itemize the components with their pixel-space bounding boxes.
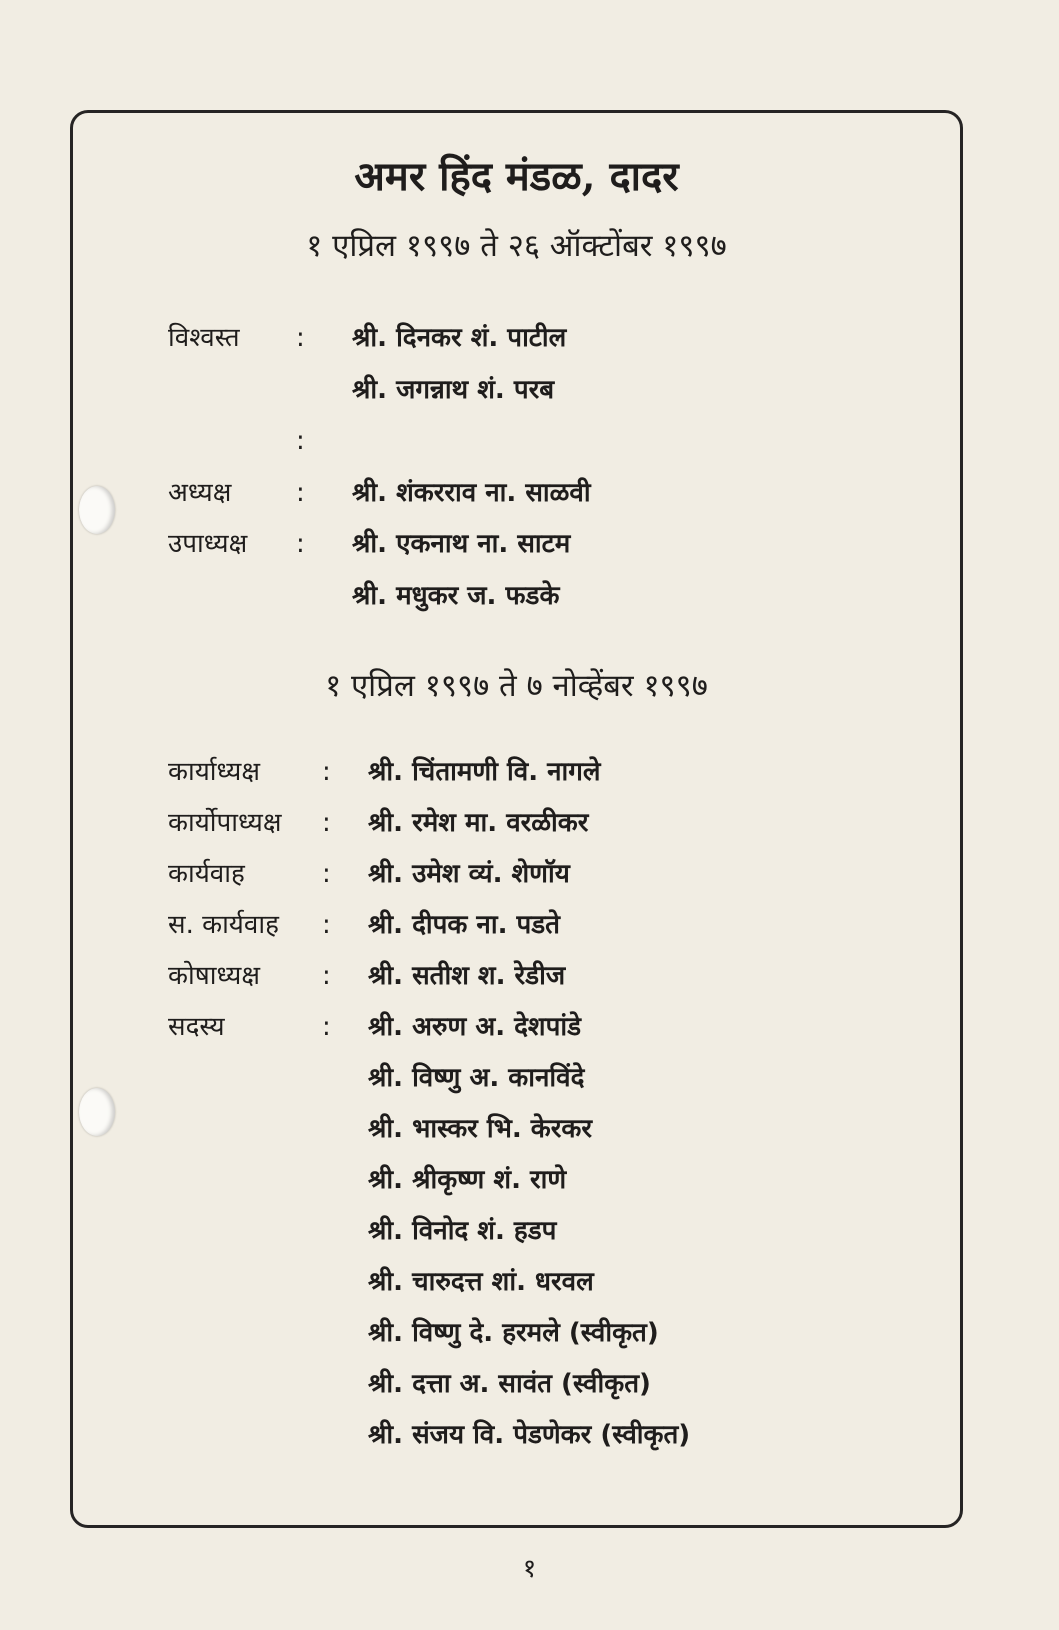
separator-colon: : <box>322 1012 331 1042</box>
separator-colon: : <box>322 808 331 838</box>
member-name: श्री. चिंतामणी वि. नागले <box>368 757 601 787</box>
member-name: श्री. दत्ता अ. सावंत (स्वीकृत) <box>368 1369 651 1399</box>
member-name: श्री. मधुकर ज. फडके <box>352 581 560 611</box>
committee-row <box>0 954 1059 998</box>
committee-row <box>0 903 1059 947</box>
separator-colon: : <box>296 426 305 457</box>
separator-colon: : <box>322 859 331 889</box>
committee-row <box>0 1209 1059 1253</box>
member-name: श्री. विनोद शं. हडप <box>368 1216 557 1246</box>
committee-row <box>0 1158 1059 1202</box>
committee-row <box>0 368 1059 412</box>
member-name: श्री. उमेश व्यं. शेणॉय <box>368 859 570 889</box>
member-name: श्री. संजय वि. पेडणेकर (स्वीकृत) <box>368 1420 691 1450</box>
committee-row <box>0 1056 1059 1100</box>
member-name: श्री. श्रीकृष्ण शं. राणे <box>368 1165 567 1195</box>
member-name: श्री. चारुदत्त शां. धरवल <box>368 1267 594 1297</box>
committee-row <box>0 801 1059 845</box>
role-label: कार्योपाध्यक्ष <box>168 808 282 838</box>
role-label: अध्यक्ष <box>168 477 232 508</box>
member-name: श्री. सतीश श. रेडीज <box>368 961 566 991</box>
page-number: १ <box>522 1554 537 1584</box>
role-label: स. कार्यवाह <box>168 910 279 940</box>
separator-colon: : <box>322 910 331 940</box>
period-heading: १ एप्रिल १९९७ ते २६ ऑक्टोंबर १९९७ <box>306 228 727 264</box>
member-name: श्री. अरुण अ. देशपांडे <box>368 1012 582 1042</box>
committee-row <box>0 419 1059 463</box>
role-label: सदस्य <box>168 1012 225 1042</box>
committee-row <box>0 1005 1059 1049</box>
member-name: श्री. शंकरराव ना. साळवी <box>352 477 591 508</box>
committee-row <box>0 1260 1059 1304</box>
member-name: श्री. विष्णु अ. कानविंदे <box>368 1063 585 1093</box>
committee-row <box>0 522 1059 566</box>
member-name: श्री. जगन्नाथ शं. परब <box>352 374 555 405</box>
member-name: श्री. रमेश मा. वरळीकर <box>368 808 589 838</box>
member-name: श्री. एकनाथ ना. साटम <box>352 529 571 560</box>
member-name: श्री. भास्कर भि. केरकर <box>368 1114 592 1144</box>
committee-row <box>0 750 1059 794</box>
member-name: श्री. विष्णु दे. हरमले (स्वीकृत) <box>368 1318 659 1348</box>
member-name: श्री. दिनकर शं. पाटील <box>352 323 567 353</box>
committee-row <box>0 471 1059 515</box>
role-label: कोषाध्यक्ष <box>168 961 260 991</box>
role-label: उपाध्यक्ष <box>168 529 248 560</box>
page-title: अमर हिंद मंडळ, दादर <box>354 153 679 200</box>
period-heading: १ एप्रिल १९९७ ते ७ नोव्हेंबर १९९७ <box>325 668 708 704</box>
separator-colon: : <box>296 529 305 560</box>
committee-row <box>0 1107 1059 1151</box>
separator-colon: : <box>296 477 305 508</box>
committee-row <box>0 1311 1059 1355</box>
role-label: कार्यवाह <box>168 859 245 889</box>
committee-row <box>0 316 1059 360</box>
separator-colon: : <box>296 323 305 353</box>
committee-row <box>0 852 1059 896</box>
separator-colon: : <box>322 757 331 787</box>
separator-colon: : <box>322 961 331 991</box>
committee-row <box>0 1413 1059 1457</box>
member-name: श्री. दीपक ना. पडते <box>368 910 560 940</box>
committee-row <box>0 574 1059 618</box>
role-label: कार्याध्यक्ष <box>168 757 261 787</box>
role-label: विश्वस्त <box>168 323 240 353</box>
committee-row <box>0 1362 1059 1406</box>
